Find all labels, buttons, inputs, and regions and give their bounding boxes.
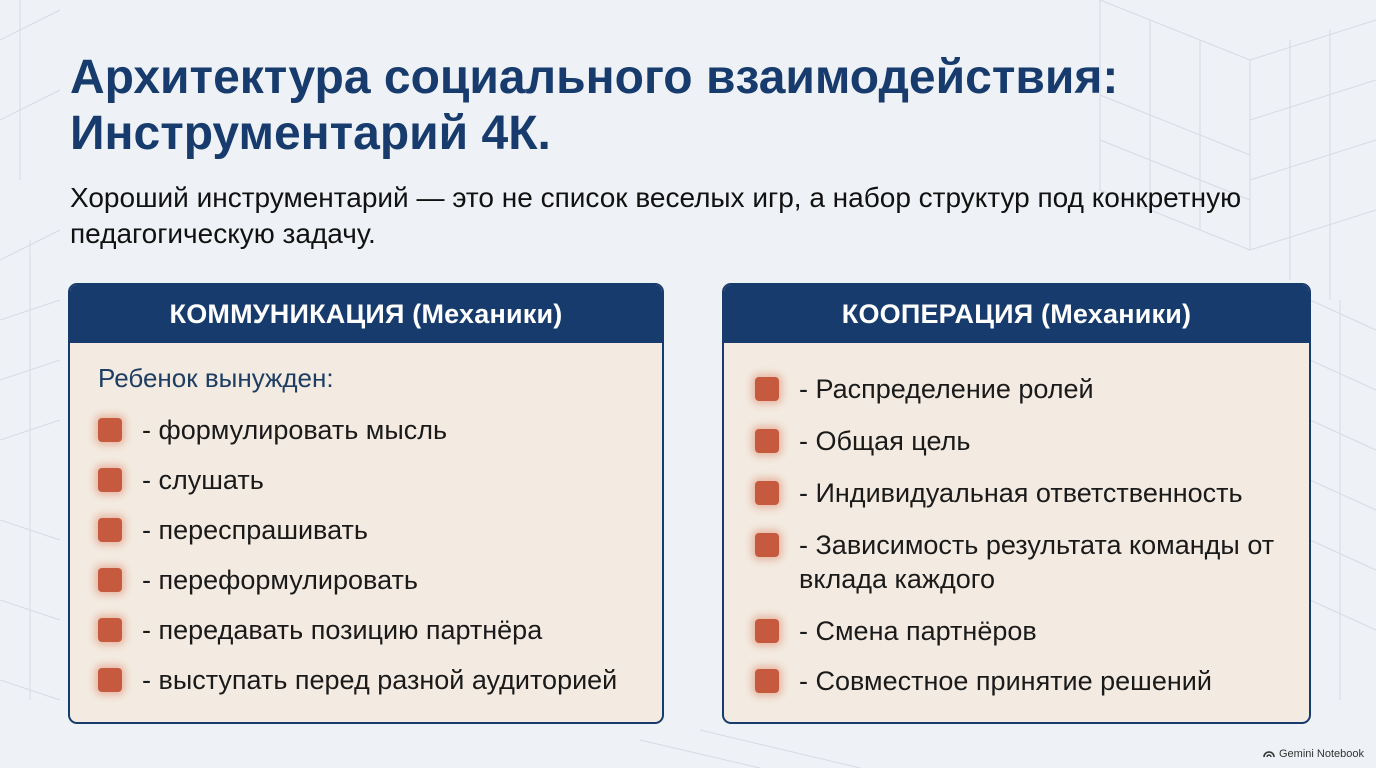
communication-card-lead: Ребенок вынужден: [98,363,334,393]
square-bullet-icon [755,669,779,693]
list-item-text: - Совместное принятие решений [799,666,1212,696]
list-item-text: - Зависимость результата команды от вклада каждого [799,530,1275,594]
list-item-text: - Индивидуальная ответственность [799,478,1243,508]
list-item-text: - слушать [142,465,264,495]
list-item-text: - переспрашивать [142,515,368,545]
square-bullet-icon [755,377,779,401]
list-item [755,424,970,458]
list-item [755,372,1094,406]
square-bullet-icon [755,619,779,643]
footer-label: Gemini Notebook [1279,748,1364,760]
list-item-text: - Распределение ролей [799,374,1094,404]
page-subtitle: Хороший инструментарий — это не список веселых игр, а набор структур под конкретную педагогическую задачу. [70,182,1242,249]
list-item-text: - формулировать мысль [142,415,448,445]
square-bullet-icon [98,568,122,592]
list-item [755,528,1285,596]
list-item [98,563,418,597]
list-item-text: - передавать позицию партнёра [142,615,543,645]
list-item [98,663,617,697]
square-bullet-icon [98,618,122,642]
list-item-text: - выступать перед разной аудиторией [142,665,618,695]
square-bullet-icon [755,481,779,505]
list-item [98,613,542,647]
cooperation-card-header: КООПЕРАЦИЯ (Механики) [724,285,1309,343]
cooperation-card [722,283,1311,724]
communication-card [68,283,664,724]
square-bullet-icon [98,518,122,542]
list-item [98,513,368,547]
list-item [755,614,1037,648]
notebook-icon [1263,750,1275,758]
square-bullet-icon [98,418,122,442]
square-bullet-icon [755,429,779,453]
footer-branding [1263,748,1364,760]
list-item-text: - Смена партнёров [799,616,1037,646]
page-title: Архитектура социального взаимодействия: Инструментарий 4К. [70,51,1119,160]
square-bullet-icon [98,468,122,492]
square-bullet-icon [98,668,122,692]
list-item [755,476,1243,510]
communication-card-header: КОММУНИКАЦИЯ (Механики) [70,285,662,343]
list-item [755,664,1212,698]
list-item [98,413,447,447]
list-item [98,463,264,497]
square-bullet-icon [755,533,779,557]
list-item-text: - переформулировать [142,565,418,595]
list-item-text: - Общая цель [799,426,971,456]
